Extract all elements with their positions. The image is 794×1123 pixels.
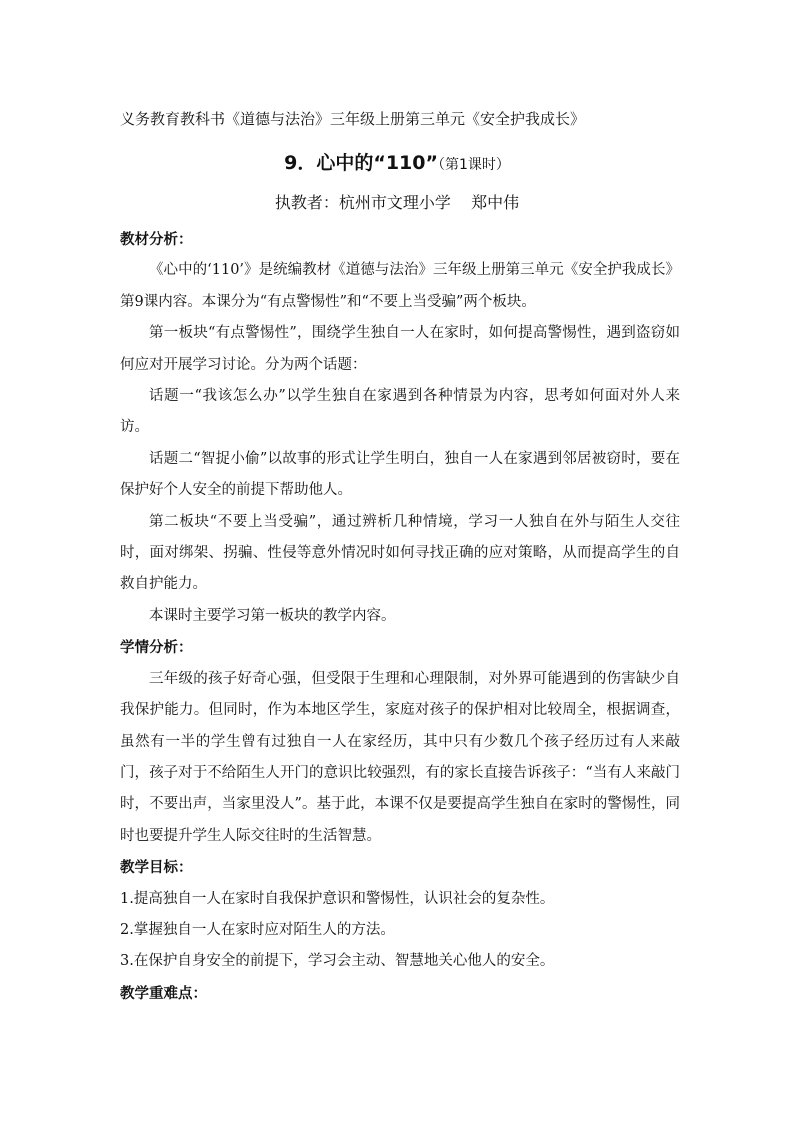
paragraph: 话题一“我该怎么办”以学生独自在家遇到各种情景为内容，思考如何面对外人来访。	[120, 388, 680, 436]
lesson-title-main: 9．心中的“110”	[284, 152, 438, 174]
lesson-title	[0, 148, 794, 175]
section-heading-teaching-goals: 教学目标：	[120, 859, 193, 877]
paragraph: 第二板块“不要上当受骗”，通过辨析几种情境，学习一人独自在外与陌生人交往时，面对绑架、拐骗、性侵等意外情况时如何寻找正确的应对策略，从而提高学生的自救自护能力。	[120, 513, 680, 593]
paragraph: 本课时主要学习第一板块的教学内容。	[149, 607, 396, 624]
teacher-line: 执教者：杭州市文理小学 郑中伟	[274, 193, 520, 212]
goal-item: 3.在保护自身安全的前提下，学习会主动、智慧地关心他人的安全。	[120, 953, 555, 970]
series-line: 义务教育教科书《道德与法治》三年级上册第三单元《安全护我成长》	[120, 110, 586, 128]
section-heading-student-analysis: 学情分析：	[120, 639, 193, 657]
lesson-content	[120, 224, 680, 1009]
lesson-title-session: （第1课时）	[437, 157, 510, 173]
goal-item: 1.提高独自一人在家时自我保护意识和警惕性，认识社会的复杂性。	[120, 890, 555, 907]
paragraph: 三年级的孩子好奇心强，但受限于生理和心理限制，对外界可能遇到的伤害缺少自我保护能力。但同时，作为本地区学生，家庭对孩子的保护相对比较周全，根据调查，虽然有一半的学生曾有过独自一人在家经历，其中只有少数几个孩子经历过有人来敲门，孩子对于不给陌生人开门的意识比较强烈，有的家长直接告诉孩子：“当有人来敲门时，不要出声，当家里没人”。基于此，本课不仅是要提高学生独自在家时的警惕性，同时也要提升学生人际交往时的生活智慧。	[120, 670, 680, 844]
paragraph: 《心中的‘110’》是统编教材《道德与法治》三年级上册第三单元《安全护我成长》第9课内容。本课分为“有点警惕性”和“不要上当受骗”两个板块。	[120, 262, 680, 310]
section-heading-key-points: 教学重难点：	[120, 984, 207, 1002]
paragraph: 第一板块“有点警惕性”，围绕学生独自一人在家时，如何提高警惕性，遇到盗窃如何应对开展学习讨论。分为两个话题：	[120, 325, 680, 373]
section-heading-textbook-analysis: 教材分析：	[120, 231, 193, 248]
goal-item: 2.掌握独自一人在家时应对陌生人的方法。	[120, 921, 395, 938]
paragraph: 话题二“智捉小偷”以故事的形式让学生明白，独自一人在家遇到邻居被窃时，要在保护好个人安全的前提下帮助他人。	[120, 450, 680, 499]
